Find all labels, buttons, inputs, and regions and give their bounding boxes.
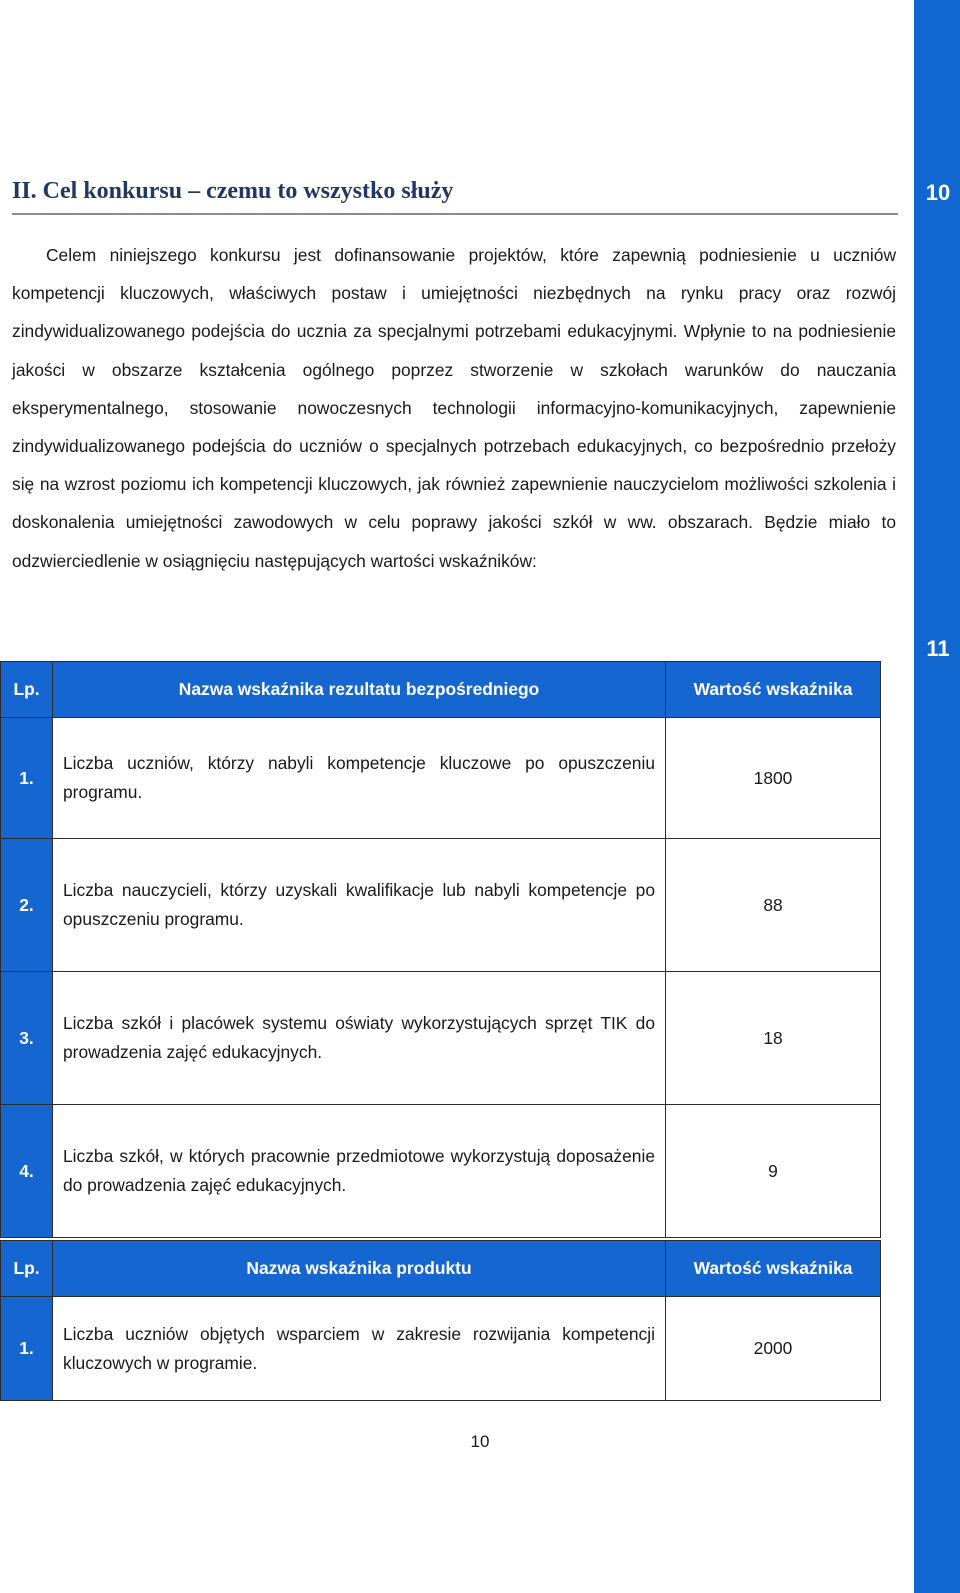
header-indicator-value: Wartość wskaźnika xyxy=(666,662,881,718)
row-value: 9 xyxy=(666,1105,881,1238)
row-lp: 1. xyxy=(1,718,53,839)
row-value: 1800 xyxy=(666,718,881,839)
table-row xyxy=(1,972,881,1105)
row-name-cell xyxy=(53,718,666,839)
table-row xyxy=(1,1297,881,1401)
row-value: 2000 xyxy=(666,1297,881,1401)
row-lp: 2. xyxy=(1,839,53,972)
row-lp: 1. xyxy=(1,1297,53,1401)
row-name: Liczba uczniów, którzy nabyli kompetencje kluczowe po opuszczeniu programu. xyxy=(63,753,655,802)
table-header-row xyxy=(1,662,881,718)
header-lp: Lp. xyxy=(1,1241,53,1297)
body-paragraph: Celem niniejszego konkursu jest dofinansowanie projektów, które zapewnią podniesienie u uczniów kompetencji kluczowych, właściwych postaw i umiejętności niezbędnych na rynku pracy oraz rozwój zindywidualizowanego podejścia do ucznia za specjalnymi potrzebami edukacyjnymi. Wpłynie to na podniesienie jakości w obszarze kształcenia ogólnego poprzez stworzenie w szkołach warunków do nauczania eksperymentalnego, stosowanie nowoczesnych technologii informacyjno-komunikacyjnych, zapewnienie zindywidualizowanego podejścia do uczniów o specjalnych potrzebach edukacyjnych, co bezpośrednio przełoży się na wzrost poziomu ich kompetencji kluczowych, jak również zapewnienie nauczycielom możliwości szkolenia i doskonalenia umiejętności zawodowych w celu poprawy jakości szkół w ww. obszarach. Będzie miało to odzwierciedlenie w osiągnięciu następujących wartości wskaźników: xyxy=(12,245,896,571)
side-page-number: 10 xyxy=(925,180,951,205)
row-name: Liczba szkół, w których pracownie przedmiotowe wykorzystują doposażenie do prowadzenia zajęć edukacyjnych. xyxy=(63,1146,655,1195)
row-name-cell xyxy=(53,839,666,972)
row-name: Liczba szkół i placówek systemu oświaty wykorzystujących sprzęt TIK do prowadzenia zajęć edukacyjnych. xyxy=(63,1013,655,1062)
header-indicator-name: Nazwa wskaźnika rezultatu bezpośredniego xyxy=(53,662,666,718)
row-name: Liczba uczniów objętych wsparciem w zakresie rozwijania kompetencji kluczowych w programie. xyxy=(63,1323,655,1373)
table-row xyxy=(1,1105,881,1238)
table-row xyxy=(1,718,881,839)
section-heading: II. Cel konkursu – czemu to wszystko służy xyxy=(12,178,898,215)
row-name-cell xyxy=(53,972,666,1105)
result-indicator-table xyxy=(0,661,881,1238)
header-indicator-name: Nazwa wskaźnika produktu xyxy=(53,1241,666,1297)
row-lp: 4. xyxy=(1,1105,53,1238)
table-header-row xyxy=(1,1241,881,1297)
row-value: 88 xyxy=(666,839,881,972)
table-row xyxy=(1,839,881,972)
body-paragraph-container xyxy=(12,236,896,580)
header-lp: Lp. xyxy=(1,662,53,718)
side-color-bar xyxy=(914,0,960,1593)
page-number: 10 xyxy=(470,1432,490,1451)
header-indicator-value: Wartość wskaźnika xyxy=(666,1241,881,1297)
product-indicator-table xyxy=(0,1240,881,1401)
side-page-number: 11 xyxy=(926,636,950,661)
row-lp: 3. xyxy=(1,972,53,1105)
row-value: 18 xyxy=(666,972,881,1105)
row-name-cell xyxy=(53,1105,666,1238)
row-name-cell xyxy=(53,1297,666,1401)
row-name: Liczba nauczycieli, którzy uzyskali kwalifikacje lub nabyli kompetencje po opuszczeniu programu. xyxy=(63,880,655,929)
